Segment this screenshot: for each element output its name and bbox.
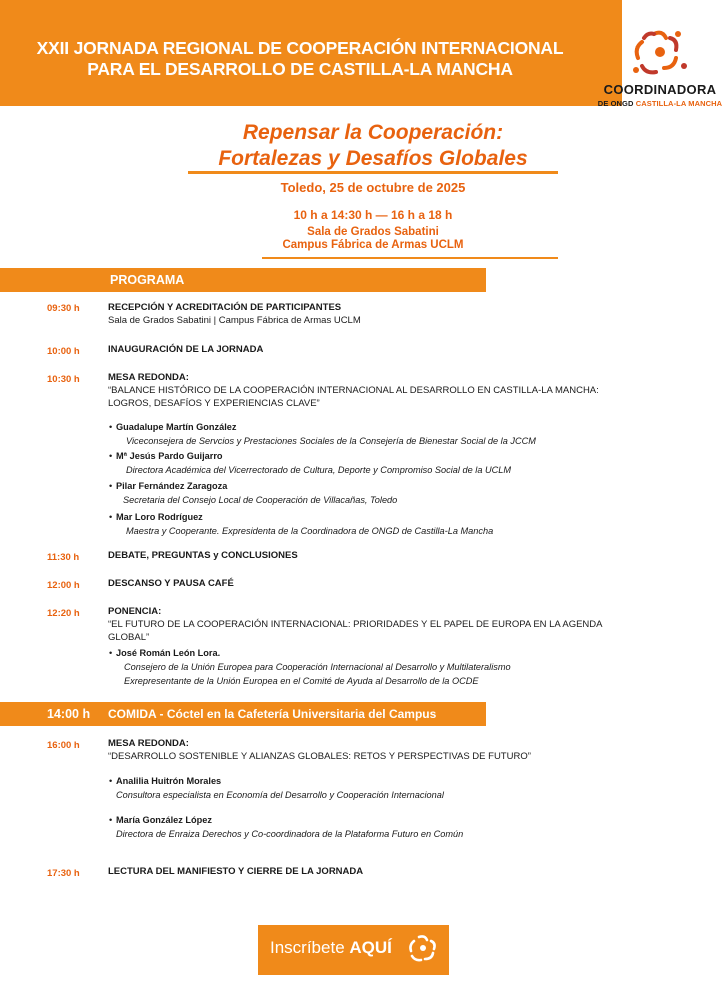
coordinadora-logo-icon bbox=[630, 28, 690, 85]
speaker: • María González López Directora de Enraiza Derechos y Co-coordinadora de la Plataforma Futuro en Común bbox=[109, 815, 464, 839]
bullet-icon: • bbox=[109, 776, 113, 786]
session-time: 12:00 h bbox=[47, 580, 80, 591]
session-title: LECTURA DEL MANIFIESTO Y CIERRE DE LA JORNADA bbox=[108, 866, 364, 877]
bullet-icon: • bbox=[109, 512, 113, 522]
session-time: 11:30 h bbox=[47, 552, 80, 563]
speaker: • José Román León Lora. Consejero de la Unión Europea para Cooperación Internacional al Desarrollo y Multilateralismo Exrepresentante de la Unión Europea en el Comité de Ayuda al Desarrollo de la OCDE bbox=[109, 648, 511, 686]
speaker: • Mar Loro Rodríguez Maestra y Cooperante. Expresidenta de la Coordinadora de ONGD de Castilla-La Mancha bbox=[109, 512, 494, 536]
bullet-icon: • bbox=[109, 815, 113, 825]
bullet-icon: • bbox=[109, 481, 113, 491]
programa-bar bbox=[0, 268, 486, 292]
session-time: 12:20 h bbox=[47, 608, 80, 619]
session-body: “DESARROLLO SOSTENIBLE Y ALIANZAS GLOBALES: RETOS Y PERSPECTIVAS DE FUTURO” bbox=[108, 751, 531, 762]
speaker: • Mª Jesús Pardo Guijarro Directora Académica del Vicerrectorado de Cultura, Deporte y Compromiso Social de la UCLM bbox=[109, 451, 512, 475]
divider bbox=[262, 257, 558, 259]
register-label[interactable]: Inscríbete AQUÍ bbox=[270, 938, 392, 957]
bullet-icon: • bbox=[109, 422, 113, 432]
session-title: DESCANSO Y PAUSA CAFÉ bbox=[108, 578, 234, 589]
session-title: MESA REDONDA: bbox=[108, 372, 189, 383]
bullet-icon: • bbox=[109, 451, 113, 461]
session-title: DEBATE, PREGUNTAS y CONCLUSIONES bbox=[108, 550, 298, 561]
hero-title: Repensar la Cooperación: Fortalezas y Desafíos Globales bbox=[218, 121, 528, 170]
session-title: INAUGURACIÓN DE LA JORNADA bbox=[108, 344, 264, 355]
session-body: Sala de Grados Sabatini | Campus Fábrica de Armas UCLM bbox=[108, 315, 361, 326]
speaker: • Guadalupe Martín González Viceconsejera de Servcios y Prestaciones Sociales de la Consejería de Bienestar Social de la JCCM bbox=[109, 422, 536, 446]
event-title: XXII JORNADA REGIONAL DE COOPERACIÓN INTERNACIONAL PARA EL DESARROLLO DE CASTILLA-LA MANCHA bbox=[36, 38, 564, 79]
session-body: “EL FUTURO DE LA COOPERACIÓN INTERNACIONAL: PRIORIDADES Y EL PAPEL DE EUROPA EN LA AGENDA GLOBAL” bbox=[108, 619, 603, 643]
speaker: • Pilar Fernández Zaragoza Secretaria del Consejo Local de Cooperación de Villacañas, Toledo bbox=[109, 481, 398, 505]
event-place: Sala de Grados Sabatini Campus Fábrica de Armas UCLM bbox=[282, 226, 464, 251]
divider bbox=[188, 171, 558, 174]
event-time: 10 h a 14:30 h — 16 h a 18 h bbox=[293, 208, 453, 222]
comida-bar bbox=[0, 702, 486, 726]
session-title: PONENCIA: bbox=[108, 606, 162, 617]
session-time: 09:30 h bbox=[47, 303, 80, 314]
session-title: RECEPCIÓN Y ACREDITACIÓN DE PARTICIPANTES bbox=[108, 302, 342, 313]
comida-time: 14:00 h bbox=[47, 707, 91, 721]
programa-label: PROGRAMA bbox=[110, 273, 185, 287]
session-time: 17:30 h bbox=[47, 868, 80, 879]
session-time: 16:00 h bbox=[47, 740, 80, 751]
speaker: • Analilia Huitrón Morales Consultora especialista en Economía del Desarrollo y Cooperación Internacional bbox=[109, 776, 444, 800]
session-time: 10:30 h bbox=[47, 374, 80, 385]
logo-name: COORDINADORA bbox=[603, 82, 717, 97]
session-time: 10:00 h bbox=[47, 346, 80, 357]
logo-subtitle: DE ONGD CASTILLA-LA MANCHA bbox=[597, 99, 723, 108]
bullet-icon: • bbox=[109, 648, 113, 658]
session-title: MESA REDONDA: bbox=[108, 738, 189, 749]
logo-swirl-icon bbox=[407, 933, 439, 970]
session-body: “BALANCE HISTÓRICO DE LA COOPERACIÓN INTERNACIONAL AL DESARROLLO EN CASTILLA-LA MANCHA: LOGROS, DESAFÍOS Y EXPERIENCIAS CLAVE” bbox=[108, 385, 599, 409]
event-date: Toledo, 25 de octubre de 2025 bbox=[280, 180, 466, 195]
comida-text: COMIDA - Cóctel en la Cafetería Universitaria del Campus bbox=[108, 707, 437, 721]
